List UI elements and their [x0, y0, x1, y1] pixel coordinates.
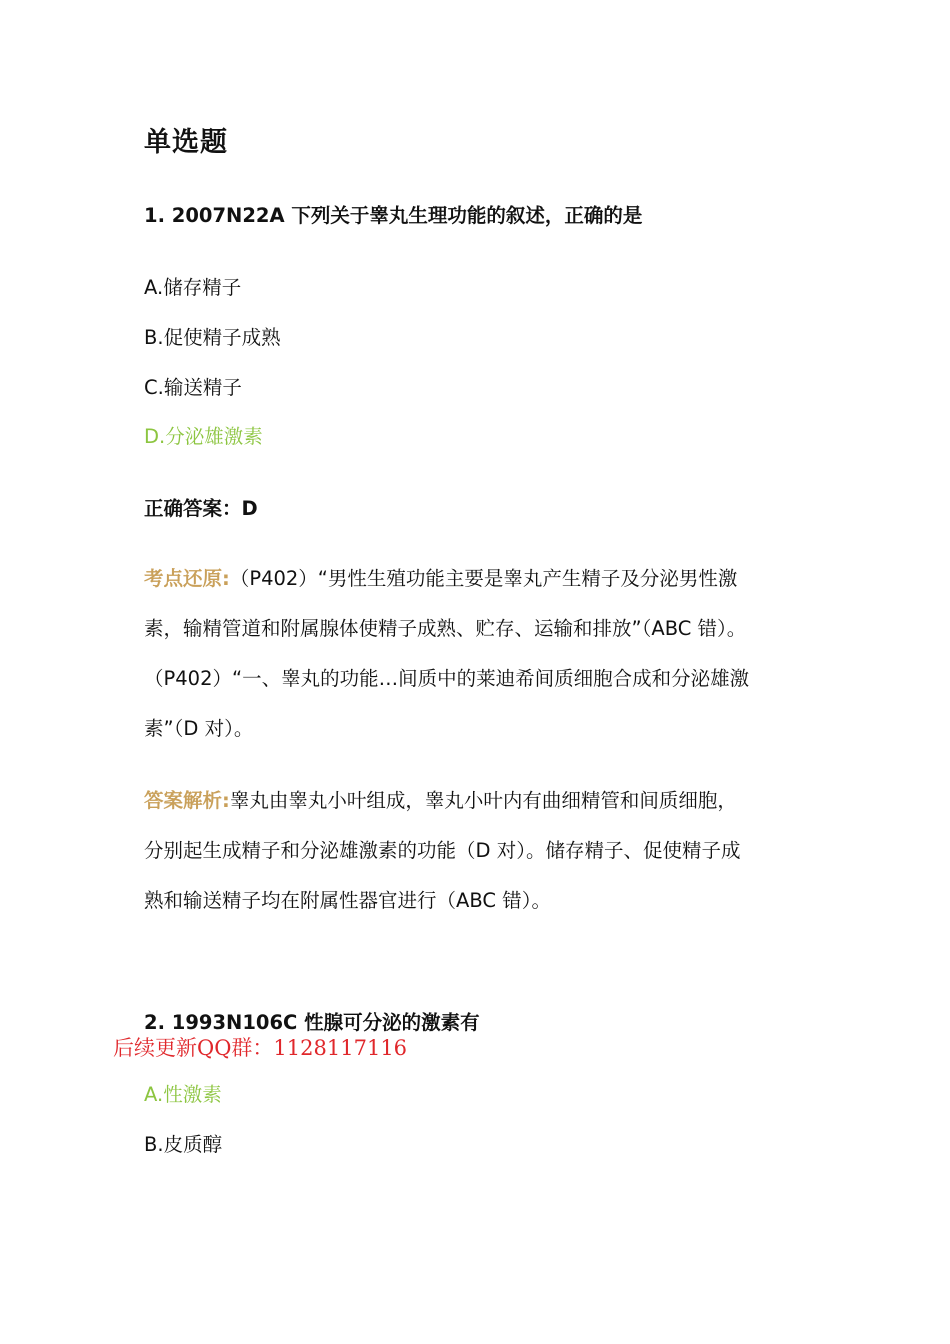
kaodian-label: 考点还原:: [144, 567, 230, 590]
section-title: 单选题: [144, 127, 228, 158]
qq-group-watermark: 后续更新QQ群：1128117116: [113, 1036, 408, 1060]
kaodian-line-4: 素”（D 对）。: [144, 717, 254, 740]
q1-jiexi-paragraph: [144, 776, 820, 926]
jiexi-label: 答案解析:: [144, 789, 230, 812]
question-1-title: 1. 2007N22A 下列关于睾丸生理功能的叙述，正确的是: [144, 204, 643, 227]
jiexi-line-2: 分别起生成精子和分泌雄激素的功能（D 对）。储存精子、促使精子成: [144, 839, 741, 862]
kaodian-line-1: （P402）“男性生殖功能主要是睾丸产生精子及分泌男性激: [229, 567, 738, 590]
q1-kaodian-paragraph: [144, 554, 820, 754]
q1-correct-answer: 正确答案：D: [144, 497, 258, 520]
q2-option-a: A.性激素: [144, 1083, 222, 1106]
q1-option-a: A.储存精子: [144, 276, 242, 299]
question-2-title: 2. 1993N106C 性腺可分泌的激素有: [144, 1011, 480, 1034]
kaodian-line-3: （P402）“一、睾丸的功能…间质中的莱迪希间质细胞合成和分泌雄激: [144, 667, 750, 690]
kaodian-line-2: 素，输精管道和附属腺体使精子成熟、贮存、运输和排放”（ABC 错）。: [144, 617, 747, 640]
jiexi-line-1: 睾丸由睾丸小叶组成，睾丸小叶内有曲细精管和间质细胞，: [229, 789, 737, 812]
q1-option-c: C.输送精子: [144, 376, 242, 399]
jiexi-line-3: 熟和输送精子均在附属性器官进行（ABC 错）。: [144, 889, 551, 912]
q1-option-b: B.促使精子成熟: [144, 326, 281, 349]
q2-option-b: B.皮质醇: [144, 1133, 223, 1156]
q1-option-d: D.分泌雄激素: [144, 425, 263, 448]
